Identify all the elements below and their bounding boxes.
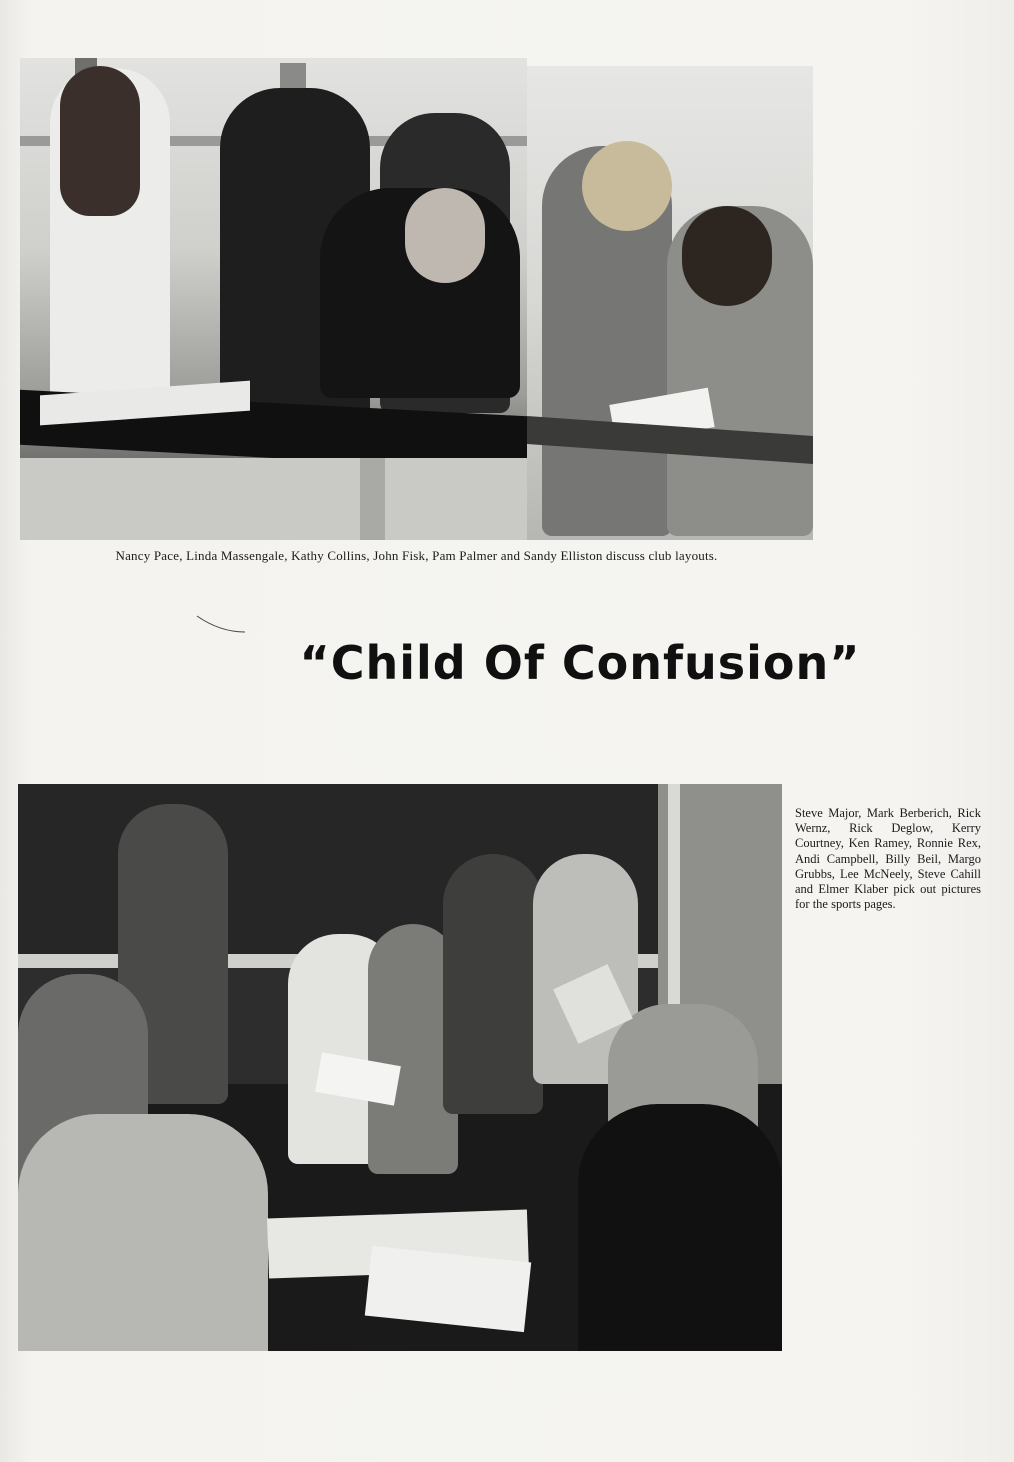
student-figure bbox=[18, 1114, 268, 1351]
top-photo-right-print bbox=[527, 66, 813, 540]
top-photo-left-print bbox=[20, 58, 527, 540]
student-face bbox=[405, 188, 485, 283]
desk-leg bbox=[360, 458, 385, 540]
bottom-photo bbox=[18, 784, 782, 1351]
page-heading: “Child Of Confusion” bbox=[299, 636, 861, 690]
student-hair bbox=[582, 141, 672, 231]
bottom-photo-caption: Steve Major, Mark Berberich, Rick Wernz, Rick Deglow, Kerry Courtney, Ken Ramey, Ronnie Rex, Andi Campbell, Billy Beil, Margo Grubbs, Lee McNeely, Steve Cahill and Elmer Klaber pick out pictures for the sports pages. bbox=[795, 806, 981, 912]
student-hair bbox=[682, 206, 772, 306]
student-figure bbox=[578, 1104, 782, 1351]
student-hair bbox=[60, 66, 140, 216]
desk-front bbox=[20, 458, 527, 540]
top-photo-caption: Nancy Pace, Linda Massengale, Kathy Collins, John Fisk, Pam Palmer and Sandy Elliston discuss club layouts. bbox=[115, 548, 718, 563]
student-figure bbox=[443, 854, 543, 1114]
